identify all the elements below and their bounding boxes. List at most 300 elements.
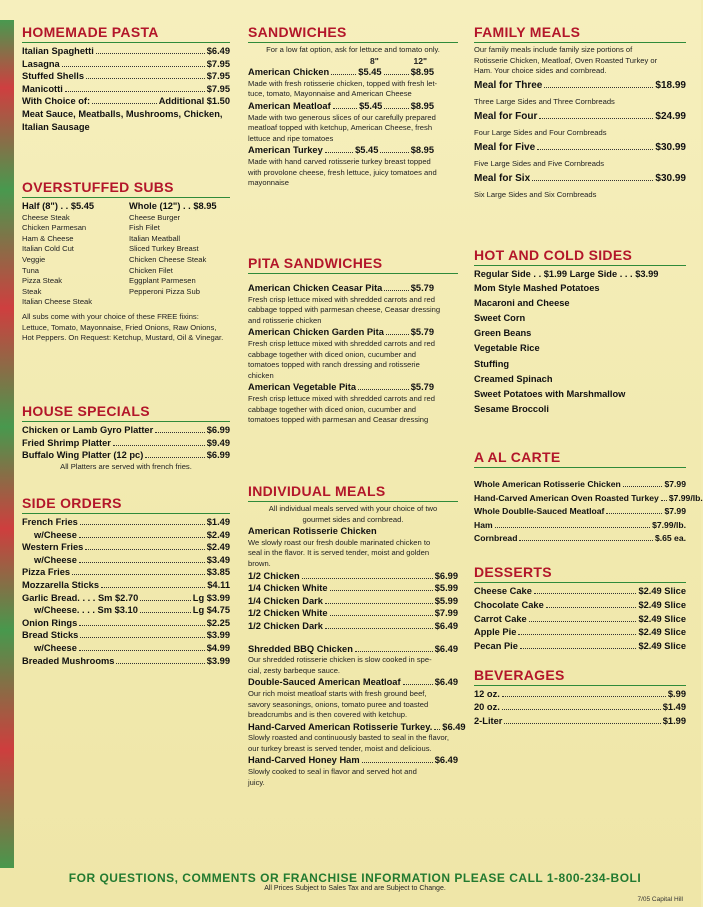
- menu-item-row: [474, 599, 686, 613]
- sub-name: Eggplant Parmesen: [129, 276, 196, 286]
- sub-name: Italian Cold Cut: [22, 244, 74, 254]
- sub-name: Pepperoni Pizza Sub: [129, 286, 200, 296]
- description-line: chicken: [248, 370, 274, 380]
- section-title: HOMEMADE PASTA: [22, 24, 159, 40]
- menu-item-row: [474, 532, 686, 546]
- price-8: $5.45: [358, 67, 382, 78]
- section-divider: [22, 197, 230, 198]
- sub-name: Tuna: [22, 265, 40, 275]
- item-name: Hand-Carved Honey Ham: [248, 755, 360, 766]
- description-line: Slowly roasted and continuously basted to seal in the flavor,: [248, 733, 449, 743]
- section-side-orders: [22, 495, 230, 667]
- menu-item-row: [22, 58, 230, 71]
- menu-item-row: [248, 620, 458, 633]
- family-intro-line: Rotisserie Chicken, Meatloaf, Oven Roasted Turkey or: [474, 55, 658, 65]
- dot-leader: [434, 729, 440, 730]
- section-divider: [22, 513, 230, 514]
- section-homemade-pasta: [22, 24, 230, 133]
- item-name: Stuffed Shells: [22, 71, 84, 82]
- dot-leader: [384, 74, 409, 75]
- item-name: American Turkey: [248, 145, 323, 156]
- item-name: Meal for Five: [474, 141, 536, 153]
- menu-item-row: [474, 139, 686, 157]
- item-name: 1/4 Chicken Dark: [248, 595, 323, 606]
- rotisserie-description: [248, 538, 458, 570]
- item-price: $5.79: [410, 327, 434, 338]
- house-note: All Platters are served with french fries.: [60, 461, 192, 471]
- section-title: DESSERTS: [474, 564, 552, 580]
- menu-item-row: [22, 449, 230, 462]
- section-divider: [474, 467, 686, 468]
- sub-name: Chicken Parmesan: [22, 223, 87, 233]
- description-line: cabbage together with diced onion, cucumber and: [248, 349, 417, 359]
- price-12: $8.95: [410, 145, 435, 156]
- dot-leader: [362, 762, 433, 763]
- dot-leader: [302, 578, 433, 579]
- item-name: American Chicken: [248, 67, 330, 78]
- section-family-meals: [474, 24, 686, 201]
- section-desserts: [474, 564, 686, 654]
- pasta-list: [22, 45, 230, 108]
- sandwich-size-header: [248, 56, 458, 67]
- menu-item-row: [22, 529, 230, 542]
- sub-name: Veggie: [22, 254, 46, 264]
- side-name: Sesame Broccoli: [474, 404, 549, 415]
- item-name: Ham: [474, 519, 493, 530]
- dot-leader: [325, 152, 353, 153]
- description-line: meatloaf topped with ketchup, American Cheese, fresh: [248, 123, 433, 133]
- menu-item-row: [22, 604, 230, 617]
- item-name: Onion Rings: [22, 617, 78, 628]
- item-name: 1/2 Chicken Dark: [248, 620, 323, 631]
- description-line: tomatoes topped with parmesan and Ceasar dressing: [248, 415, 429, 425]
- item-name: Cornbread: [474, 533, 518, 544]
- description-line: seal in the flavor. It is served tender, moist and golden: [248, 548, 430, 558]
- description-line: Made with two generous slices of our carefully prepared: [248, 112, 436, 122]
- item-price: $6.49: [206, 46, 230, 56]
- item-name: w/Cheese: [34, 554, 77, 565]
- item-name: American Meatloaf: [248, 100, 331, 111]
- menu-item-row: [22, 516, 230, 529]
- sub-name: Pizza Steak: [22, 276, 63, 286]
- desserts-list: [474, 585, 686, 654]
- item-price: $6.49: [434, 643, 458, 654]
- section-divider: [22, 42, 230, 43]
- item-name: Fried Shrimp Platter: [22, 437, 111, 448]
- subs-lists: [22, 213, 230, 308]
- description-line: Three Large Sides and Three Cornbreads: [474, 96, 615, 106]
- subs-whole-price: Whole (12") . . $8.95: [129, 201, 217, 211]
- item-price: $2.49: [206, 542, 230, 553]
- description-line: Made with fresh rotisserie chicken, topped with fresh let-: [248, 78, 438, 88]
- section-title: OVERSTUFFED SUBS: [22, 179, 174, 195]
- item-name: w/Cheese: [34, 642, 77, 653]
- section-sandwiches: [248, 24, 458, 189]
- franchise-contact-line: FOR QUESTIONS, COMMENTS OR FRANCHISE INFORMATION PLEASE CALL 1-800-234-BOLI: [68, 871, 642, 885]
- description-line: brown.: [248, 558, 271, 568]
- side-name: Green Beans: [474, 328, 532, 339]
- item-name: Whole Doublle-Sauced Meatloaf: [474, 506, 605, 517]
- item-name: 12 oz.: [474, 689, 500, 699]
- dot-leader: [380, 152, 408, 153]
- individual-intro-line: gourmet sides and cornbread.: [302, 514, 404, 524]
- price-8: $5.45: [359, 100, 383, 111]
- sub-name: Cheese Steak: [22, 212, 70, 222]
- section-divider: [248, 273, 458, 274]
- item-name: French Fries: [22, 517, 78, 527]
- menu-item-row: [22, 437, 230, 450]
- item-price: $6.99: [206, 425, 230, 435]
- sub-name: Italian Meatball: [129, 233, 181, 243]
- section-title: SANDWICHES: [248, 24, 347, 40]
- item-price: $6.99: [434, 570, 458, 581]
- item-price: $18.99: [655, 79, 686, 91]
- dot-leader: [384, 290, 408, 291]
- dot-leader: [62, 66, 205, 67]
- item-price: $6.49: [434, 620, 458, 631]
- menu-item-row: [248, 582, 458, 595]
- side-name: Vegetable Rice: [474, 343, 540, 354]
- menu-item-row: [22, 554, 230, 567]
- item-price: $1.49: [662, 702, 686, 713]
- dot-leader: [325, 628, 433, 629]
- dot-leader: [519, 540, 652, 541]
- subs-note-line: All subs come with your choice of these FREE fixins:: [22, 311, 199, 321]
- dot-leader: [532, 180, 653, 181]
- dot-leader: [140, 612, 191, 613]
- section-divider: [474, 582, 686, 583]
- item-price: $.99: [667, 689, 686, 699]
- menu-item-row: [22, 95, 230, 108]
- item-price: $7.99: [664, 479, 686, 489]
- individual-more-list: [248, 643, 466, 789]
- dot-leader: [495, 527, 650, 528]
- item-name: Cheese Cake: [474, 586, 532, 596]
- section-hot-cold-sides: [474, 247, 686, 417]
- item-name: Italian Spaghetti: [22, 46, 94, 56]
- side-name: Sweet Corn: [474, 313, 526, 323]
- section-pita-sandwiches: [248, 255, 458, 426]
- dot-leader: [504, 723, 660, 724]
- dot-leader: [79, 625, 204, 626]
- section-title: HOUSE SPECIALS: [22, 403, 150, 419]
- sub-name: Chicken Cheese Steak: [129, 254, 207, 264]
- item-name: Garlic Bread. . . . Sm $2.70: [22, 592, 139, 603]
- item-price: $6.99: [206, 450, 230, 461]
- pasta-choice-line: Meat Sauce, Meatballs, Mushrooms, Chicken,: [22, 108, 223, 119]
- item-name: Shredded BBQ Chicken: [248, 643, 353, 654]
- dot-leader: [331, 74, 356, 75]
- individual-list: [248, 570, 458, 633]
- menu-item-row: [22, 83, 230, 96]
- description-line: our turkey breast is served tender, moist and delicious.: [248, 743, 432, 753]
- item-name: Bread Sticks: [22, 630, 79, 641]
- item-name: Meal for Three: [474, 79, 543, 91]
- sandwich-row: [248, 100, 434, 113]
- sandwich-row: [248, 144, 434, 157]
- menu-item-row: [248, 595, 458, 608]
- section-title: BEVERAGES: [474, 667, 565, 683]
- menu-item-row: [22, 592, 230, 605]
- item-name: Chicken or Lamb Gyro Platter: [22, 425, 154, 435]
- dot-leader: [502, 696, 666, 697]
- item-name: 1/2 Chicken White: [248, 608, 328, 619]
- pasta-choice-line: Italian Sausage: [22, 121, 90, 132]
- dot-leader: [113, 445, 205, 446]
- item-price: $2.49 Slice: [638, 613, 686, 624]
- item-price: $4.11: [207, 579, 230, 590]
- sandwiches-list: [248, 66, 458, 189]
- item-name: With Choice of:: [22, 96, 91, 107]
- description-line: mayonnaise: [248, 178, 289, 188]
- dot-leader: [65, 91, 205, 92]
- item-price: $.65 ea.: [654, 533, 686, 544]
- description-line: breadcrumbs and is then covered with ketchup.: [248, 710, 408, 720]
- sandwiches-intro: For a low fat option, ask for lettuce and tomato only.: [266, 45, 440, 54]
- dot-leader: [325, 603, 433, 604]
- description-line: Four Large Sides and Four Cornbreads: [474, 127, 607, 137]
- item-price: $7.99/lb.: [668, 492, 703, 503]
- section-divider: [474, 42, 686, 43]
- dot-leader: [333, 108, 357, 109]
- description-line: Our rich moist meatloaf starts with fresh ground beef,: [248, 688, 427, 698]
- side-name: Creamed Spinach: [474, 373, 553, 384]
- item-price: $5.79: [410, 382, 434, 393]
- menu-item-row: [22, 642, 230, 655]
- section-divider: [474, 265, 686, 266]
- sub-name: Chicken Filet: [129, 265, 173, 275]
- dot-leader: [386, 334, 409, 335]
- dot-leader: [155, 432, 205, 433]
- dot-leader: [623, 486, 663, 487]
- pita-list: [248, 282, 458, 426]
- menu-item-row: [474, 478, 686, 492]
- dot-leader: [502, 709, 661, 710]
- menu-item-row: [474, 701, 686, 714]
- rotisserie-title: American Rotisserie Chicken: [248, 526, 377, 537]
- family-intro-line: Our family meals include family size portions of: [474, 45, 633, 54]
- item-name: Pecan Pie: [474, 641, 518, 652]
- menu-item-row: [22, 655, 230, 668]
- dot-leader: [355, 651, 433, 652]
- menu-item-row: [474, 688, 686, 701]
- dot-leader: [539, 118, 653, 119]
- item-name: American Chicken Ceasar Pita: [248, 283, 383, 293]
- item-price: $1.49: [206, 517, 230, 527]
- sub-name: Steak: [22, 286, 42, 296]
- description-line: Our shredded rotisserie chicken is slow cooked in spe-: [248, 655, 432, 665]
- item-price: $6.49: [434, 755, 458, 766]
- menu-item-row: [22, 45, 230, 58]
- item-name: Apple Pie: [474, 627, 517, 638]
- description-line: and rotisserie chicken: [248, 315, 322, 325]
- item-price: $7.99: [434, 608, 458, 619]
- item-name: Manicotti: [22, 83, 63, 94]
- menu-item-row: [22, 629, 230, 642]
- description-line: cial, zesty barbeque sauce.: [248, 665, 341, 675]
- side-orders-list: [22, 516, 230, 667]
- price-8: $5.45: [355, 145, 379, 156]
- sub-name: Cheese Burger: [129, 212, 181, 222]
- subs-list-right: [129, 213, 230, 308]
- menu-item-row: [248, 381, 434, 394]
- sub-name: Italian Cheese Steak: [22, 297, 93, 307]
- item-price: $6.49: [434, 677, 458, 688]
- menu-item-row: [248, 721, 466, 734]
- price-disclaimer: All Prices Subject to Sales Tax and are Subject to Change.: [264, 885, 446, 892]
- description-line: cabbage together with diced onion, cucumber and: [248, 404, 417, 414]
- size-12-label: 12": [413, 55, 428, 66]
- item-price: $5.99: [434, 595, 458, 606]
- dot-leader: [79, 562, 205, 563]
- dot-leader: [529, 621, 637, 622]
- dot-leader: [80, 637, 204, 638]
- item-price: $2.49 Slice: [638, 586, 686, 596]
- size-8-label: 8": [370, 55, 379, 66]
- item-name: Hand-Carved American Rotisserie Turkey.: [248, 721, 433, 732]
- item-name: Mozzarella Sticks: [22, 579, 99, 590]
- dot-leader: [330, 615, 433, 616]
- menu-item-row: [22, 617, 230, 630]
- subs-half-price: Half (8") . . $5.45: [22, 201, 95, 211]
- menu-item-row: [474, 170, 686, 188]
- item-price: $3.49: [206, 554, 230, 565]
- a-la-carte-list: [474, 478, 703, 546]
- section-beverages: [474, 667, 686, 728]
- item-price: $1.99: [662, 715, 686, 726]
- menu-item-row: [248, 643, 458, 656]
- sub-name: Ham & Cheese: [22, 233, 74, 243]
- item-price: $6.49: [442, 721, 466, 732]
- menu-item-row: [474, 108, 686, 126]
- dot-leader: [96, 53, 205, 54]
- item-price: $2.49 Slice: [638, 599, 686, 610]
- item-name: American Chicken Garden Pita: [248, 327, 384, 338]
- description-line: Fresh crisp lettuce mixed with shredded carrots and red: [248, 393, 435, 403]
- house-list: [22, 424, 230, 462]
- description-line: tomatoes topped with ranch dressing and rotisserie: [248, 360, 420, 370]
- menu-item-row: [474, 585, 686, 599]
- section-title: PITA SANDWICHES: [248, 255, 383, 271]
- dot-leader: [72, 574, 205, 575]
- individual-intro-line: All individual meals served with your choice of two: [268, 504, 438, 513]
- menu-item-row: [474, 77, 686, 95]
- section-divider: [474, 685, 686, 686]
- item-name: Whole American Rotisserie Chicken: [474, 479, 621, 489]
- item-price: $7.99/lb.: [652, 519, 686, 530]
- item-price: $24.99: [655, 110, 686, 122]
- section-overstuffed-subs: [22, 179, 230, 344]
- subs-size-prices: [22, 200, 230, 213]
- side-name: Sweet Potatoes with Marshmallow: [474, 389, 626, 400]
- item-price: $30.99: [655, 172, 686, 184]
- dot-leader: [330, 590, 433, 591]
- menu-item-row: [22, 541, 230, 554]
- print-code: 7/05 Capital Hill: [637, 896, 683, 903]
- item-name: 20 oz.: [474, 702, 500, 713]
- item-price: $2.49: [206, 529, 230, 540]
- price-12: $8.95: [410, 100, 435, 111]
- item-name: w/Cheese: [34, 529, 77, 540]
- item-name: American Vegetable Pita: [248, 382, 356, 393]
- section-house-specials: [22, 403, 230, 472]
- item-price: $7.95: [206, 58, 230, 69]
- item-name: Western Fries: [22, 542, 84, 553]
- description-line: Five Large Sides and Five Cornbreads: [474, 158, 605, 168]
- dot-leader: [661, 500, 667, 501]
- menu-item-row: [474, 519, 686, 533]
- subs-note-line: Hot Peppers. On Request: Ketchup, Mustard, Oil & Vinegar.: [22, 333, 224, 343]
- menu-item-row: [248, 676, 458, 689]
- dot-leader: [537, 149, 653, 150]
- menu-item-row: [474, 492, 703, 506]
- menu-item-row: [474, 613, 686, 627]
- decorative-side-stripe: [0, 20, 14, 868]
- item-name: Pizza Fries: [22, 567, 71, 578]
- item-price: $3.99: [206, 630, 230, 641]
- dot-leader: [79, 650, 205, 651]
- item-price: $30.99: [655, 141, 686, 153]
- item-name: Breaded Mushrooms: [22, 655, 115, 666]
- description-line: tuce, tomato, Mayonnaise and American Cheese: [248, 89, 412, 99]
- description-line: We slowly roast our fresh double marinated chicken to: [248, 537, 431, 547]
- menu-item-row: [474, 640, 686, 654]
- item-price: $3.85: [206, 567, 230, 578]
- menu-item-row: [474, 505, 686, 519]
- family-list: [474, 77, 686, 201]
- menu-item-row: [248, 570, 458, 583]
- section-title: INDIVIDUAL MEALS: [248, 483, 386, 499]
- item-price: $5.99: [434, 583, 458, 594]
- subs-note-line: Lettuce, Tomato, Mayonnaise, Fried Onions, Raw Onions,: [22, 322, 217, 332]
- menu-item-row: [22, 566, 230, 579]
- dot-leader: [86, 78, 205, 79]
- section-title: FAMILY MEALS: [474, 24, 581, 40]
- dot-leader: [544, 87, 653, 88]
- menu-item-row: [474, 715, 686, 728]
- dot-leader: [520, 648, 637, 649]
- dot-leader: [80, 524, 205, 525]
- item-name: w/Cheese. . . . Sm $3.10: [34, 605, 138, 616]
- dot-leader: [546, 607, 637, 608]
- description-line: juicy.: [248, 777, 265, 787]
- item-price: Lg $4.75: [192, 605, 230, 616]
- description-line: lettuce and ripe tomatoes: [248, 133, 334, 143]
- item-name: 1/2 Chicken: [248, 570, 300, 581]
- item-price: $5.79: [410, 283, 434, 293]
- dot-leader: [116, 663, 204, 664]
- item-price: $2.49 Slice: [638, 641, 686, 652]
- dot-leader: [358, 389, 409, 390]
- side-name: Stuffing: [474, 358, 510, 369]
- dot-leader: [145, 457, 204, 458]
- family-intro: [474, 45, 686, 77]
- beverages-list: [474, 688, 686, 728]
- section-title: SIDE ORDERS: [22, 495, 122, 511]
- section-title: A AL CARTE: [474, 449, 561, 465]
- section-divider: [248, 501, 458, 502]
- item-price: $4.99: [206, 642, 230, 653]
- section-divider: [248, 42, 458, 43]
- sub-name: Fish Filet: [129, 223, 160, 233]
- dot-leader: [101, 587, 205, 588]
- section-individual-meals: [248, 483, 466, 788]
- item-name: Buffalo Wing Platter (12 pc): [22, 450, 144, 461]
- menu-item-row: [248, 326, 434, 339]
- description-line: Made with hand carved rotisserie turkey breast topped: [248, 156, 431, 166]
- item-name: Lasagna: [22, 58, 60, 69]
- item-name: Chocolate Cake: [474, 599, 544, 610]
